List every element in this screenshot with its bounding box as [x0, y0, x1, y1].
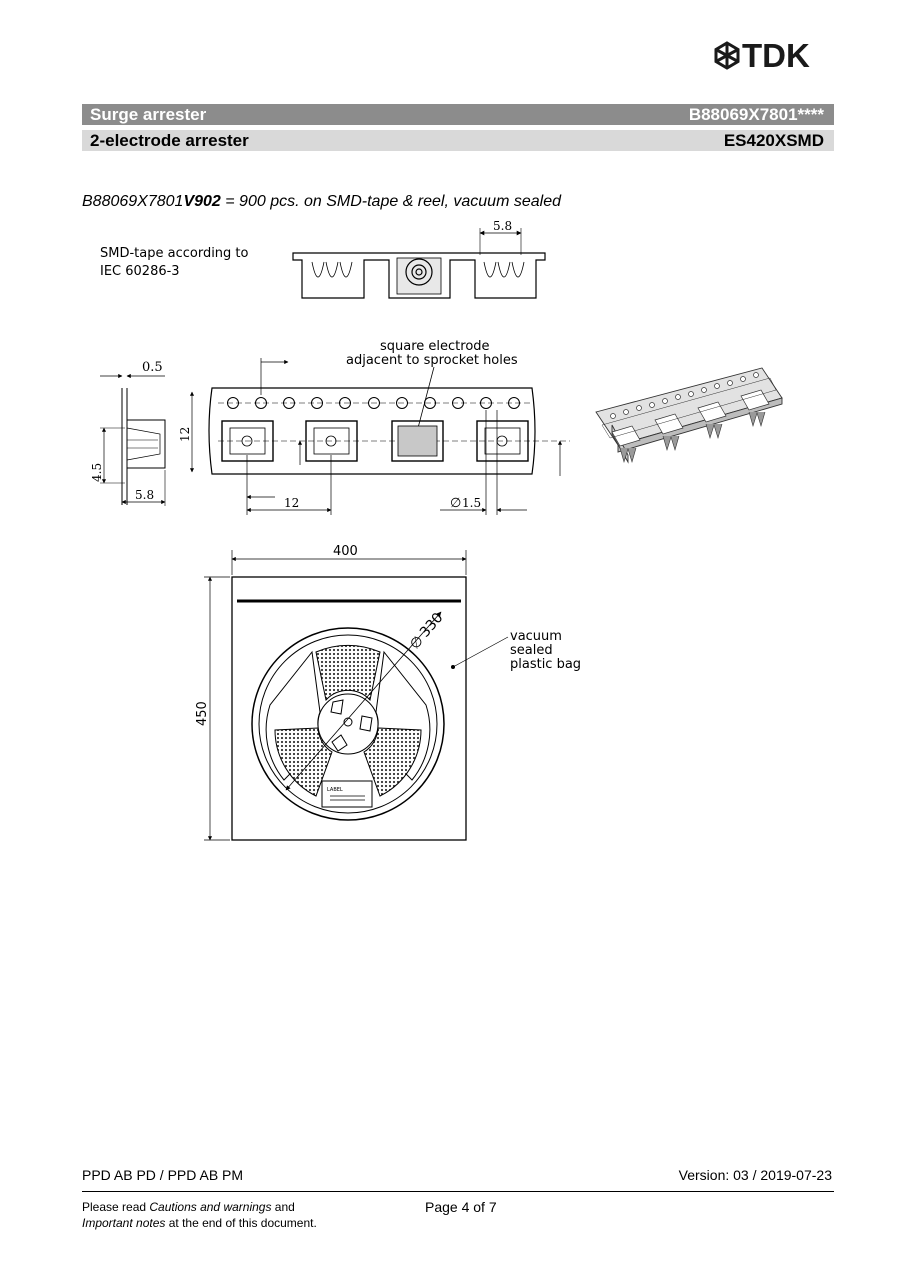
tape-note-line2: IEC 60286-3: [100, 264, 180, 279]
diameter-symbol-hole: ∅: [450, 496, 462, 511]
product-type: Surge arrester: [90, 105, 207, 124]
reel-label: LABEL: [327, 787, 343, 793]
dim-bag-width: 400: [333, 544, 358, 559]
reel: [252, 609, 508, 820]
product-subtype: 2-electrode arrester: [90, 131, 249, 150]
note-cautions: Cautions and warnings: [149, 1200, 272, 1214]
footer-version: Version: 03 / 2019-07-23: [678, 1167, 832, 1183]
bag-note-line1: vacuum: [510, 629, 562, 644]
tape-note-line1: SMD-tape according to: [100, 246, 249, 261]
dim-thickness: 0.5: [142, 360, 163, 375]
dim-height: 4.5: [90, 462, 104, 482]
footer-note: [82, 1199, 317, 1231]
code-prefix: B88069X7801: [82, 193, 184, 210]
dim-reel: 330: [416, 609, 447, 641]
dim-depth: 5.8: [135, 488, 155, 502]
dim-hole: 1.5: [462, 496, 482, 510]
dim-pitch: 12: [284, 496, 300, 510]
tape-top-view: [209, 358, 570, 515]
electrode-note-line2: adjacent to sprocket holes: [346, 353, 518, 368]
tape-cross-section: [293, 228, 545, 298]
code-bold: V902: [183, 193, 221, 210]
part-number: B88069X7801****: [688, 105, 824, 124]
dim-pocket: 5.8: [493, 219, 513, 233]
note-and: and: [271, 1200, 295, 1214]
description-rest: = 900 pcs. on SMD-tape & reel, vacuum sealed: [220, 193, 561, 210]
note-prefix: Please read: [82, 1200, 150, 1214]
bag-note-line2: sealed: [510, 643, 553, 658]
page-number: Page 4 of 7: [425, 1199, 497, 1215]
note-important: Important notes: [82, 1216, 166, 1230]
footer-department: PPD AB PD / PPD AB PM: [82, 1167, 244, 1183]
note-suffix: at the end of this document.: [165, 1216, 317, 1230]
bag-note-line3: plastic bag: [510, 657, 582, 672]
electrode-note-line1: square electrode: [380, 339, 490, 354]
dim-bag-height: 450: [195, 701, 210, 726]
model-name: ES420XSMD: [723, 131, 824, 150]
footer-divider: [82, 1191, 834, 1192]
logo-text: TDK: [742, 37, 810, 74]
tape-3d-view: [596, 368, 782, 462]
diameter-symbol-reel: ∅: [406, 632, 428, 653]
dim-width: 12: [178, 426, 192, 442]
